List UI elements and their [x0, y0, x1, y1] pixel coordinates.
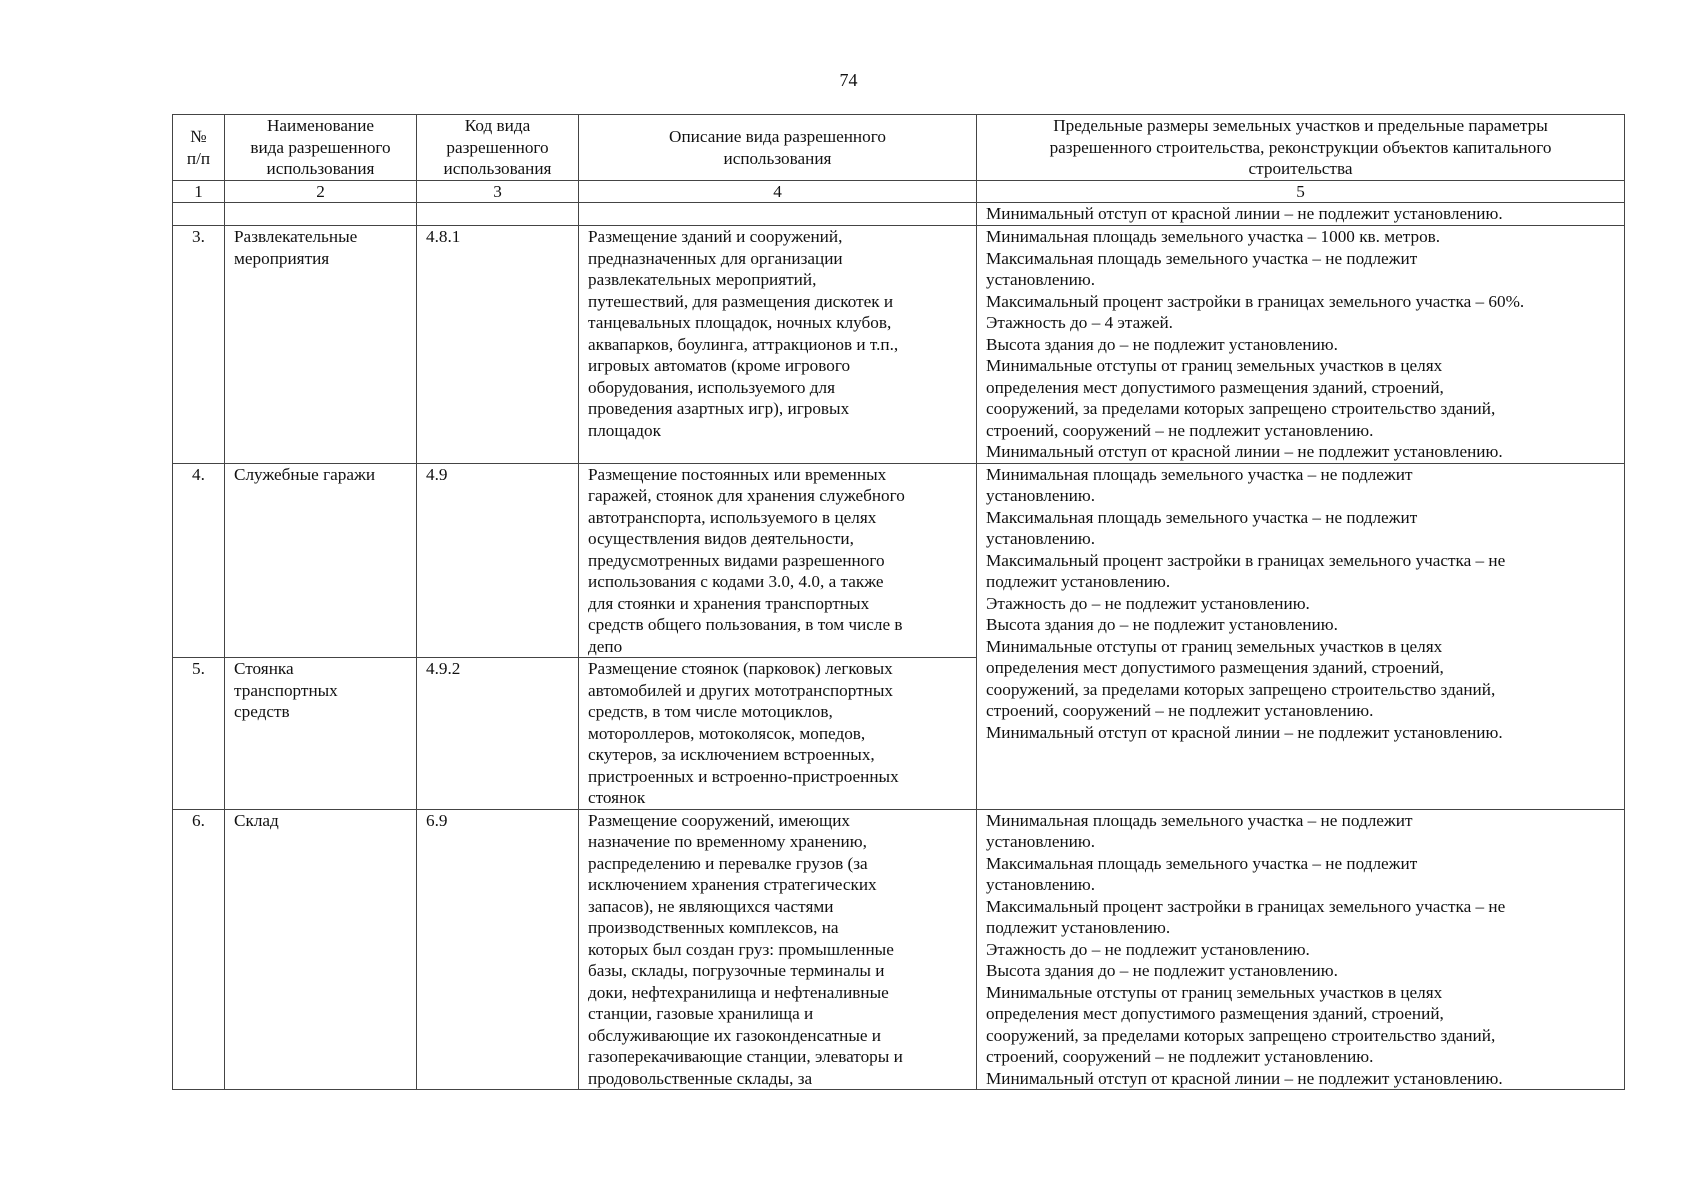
column-number: 4: [579, 181, 977, 203]
use-parameters: Минимальная площадь земельного участка – не подлежит установлению. Максимальная площадь земельного участка – не подлежит установлению. Максимальный процент застройки в границах земельного участка – не подлежит установлению. Этажность до – не подлежит установлению. Высота здания до – не подлежит установлению. Минимальные отступы от границ земельных участков в целях определения мест допустимого размещения зданий, строений, сооружений, за пределами которых запрещено строительство зданий, строений, сооружений – не подлежит установлению. Минимальный отступ от красной линии – не подлежит установлению.: [977, 463, 1625, 809]
continuation-text: Минимальный отступ от красной линии – не подлежит установлению.: [977, 203, 1625, 226]
column-number: 2: [225, 181, 417, 203]
use-code: 4.9.2: [417, 658, 579, 810]
header-number: № п/п: [173, 115, 225, 181]
column-number: 1: [173, 181, 225, 203]
use-description: Размещение сооружений, имеющих назначение по временному хранению, распределению и перевалке грузов (за исключением хранения стратегических запасов), не являющихся частями производственных комплексов, на которых был создан груз: промышленные базы, склады, погрузочные терминалы и доки, нефтехранилища и нефтеналивные станции, газовые хранилища и обслуживающие их газоконденсатные и газоперекачивающие станции, элеваторы и продовольственные склады, за: [579, 809, 977, 1090]
header-use-code: Код вида разрешенного использования: [417, 115, 579, 181]
use-code: 4.8.1: [417, 226, 579, 464]
use-name: Развлекательные мероприятия: [225, 226, 417, 464]
use-parameters: Минимальная площадь земельного участка – не подлежит установлению. Максимальная площадь земельного участка – не подлежит установлению. Максимальный процент застройки в границах земельного участка – не подлежит установлению. Этажность до – не подлежит установлению. Высота здания до – не подлежит установлению. Минимальные отступы от границ земельных участков в целях определения мест допустимого размещения зданий, строений, сооружений, за пределами которых запрещено строительство зданий, строений, сооружений – не подлежит установлению. Минимальный отступ от красной линии – не подлежит установлению.: [977, 809, 1625, 1090]
table-row-continuation: [173, 203, 1625, 226]
use-name: Склад: [225, 809, 417, 1090]
land-use-table: [172, 114, 1625, 1090]
column-number-row: [173, 181, 1625, 203]
use-name: Служебные гаражи: [225, 463, 417, 658]
header-parameters: Предельные размеры земельных участков и предельные параметры разрешенного строительства, реконструкции объектов капитального строительства: [977, 115, 1625, 181]
header-use-description: Описание вида разрешенного использования: [579, 115, 977, 181]
header-use-name: Наименование вида разрешенного использования: [225, 115, 417, 181]
table-row: [173, 809, 1625, 1090]
use-code: 4.9: [417, 463, 579, 658]
table-row: [173, 226, 1625, 464]
table-header-row: [173, 115, 1625, 181]
row-number: 6.: [173, 809, 225, 1090]
use-description: Размещение стоянок (парковок) легковых автомобилей и других мототранспортных средств, в том числе мотоциклов, мотороллеров, мотоколясок, мопедов, скутеров, за исключением встроенных, пристроенных и встроенно-пристроенных стоянок: [579, 658, 977, 810]
row-number: 5.: [173, 658, 225, 810]
row-number: 4.: [173, 463, 225, 658]
table-row: [173, 463, 1625, 658]
page-number: 74: [839, 70, 858, 90]
use-code: 6.9: [417, 809, 579, 1090]
use-name: Стоянка транспортных средств: [225, 658, 417, 810]
use-description: Размещение зданий и сооружений, предназначенных для организации развлекательных мероприятий, путешествий, для размещения дискотек и танцевальных площадок, ночных клубов, аквапарков, боулинга, аттракционов и т.п., игровых автоматов (кроме игрового оборудования, используемого для проведения азартных игр), игровых площадок: [579, 226, 977, 464]
column-number: 3: [417, 181, 579, 203]
land-use-table-container: [172, 114, 1624, 1090]
use-parameters: Минимальная площадь земельного участка – 1000 кв. метров. Максимальная площадь земельного участка – не подлежит установлению. Максимальный процент застройки в границах земельного участка – 60%. Этажность до – 4 этажей. Высота здания до – не подлежит установлению. Минимальные отступы от границ земельных участков в целях определения мест допустимого размещения зданий, строений, сооружений, за пределами которых запрещено строительство зданий, строений, сооружений – не подлежит установлению. Минимальный отступ от красной линии – не подлежит установлению.: [977, 226, 1625, 464]
use-description: Размещение постоянных или временных гаражей, стоянок для хранения служебного автотранспорта, используемого в целях осуществления видов деятельности, предусмотренных видами разрешенного использования с кодами 3.0, 4.0, а также для стоянки и хранения транспортных средств общего пользования, в том числе в депо: [579, 463, 977, 658]
column-number: 5: [977, 181, 1625, 203]
row-number: 3.: [173, 226, 225, 464]
